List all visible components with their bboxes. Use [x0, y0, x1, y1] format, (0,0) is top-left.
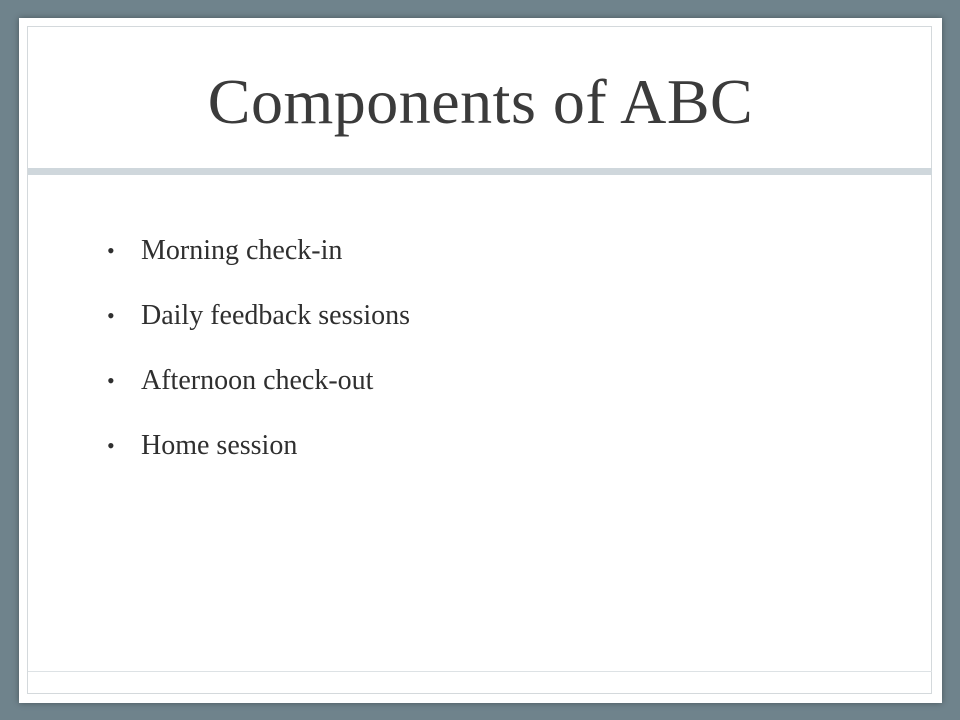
bullet-text: Daily feedback sessions: [141, 300, 411, 331]
slide: [19, 18, 942, 703]
bullet-text: Afternoon check-out: [141, 365, 374, 396]
slide-title: Components of ABC: [207, 66, 754, 137]
bullet-icon: •: [107, 368, 115, 393]
bullet-text: Home session: [141, 430, 298, 461]
list-item: [103, 297, 410, 335]
bullet-icon: •: [107, 433, 115, 458]
bullet-icon: •: [107, 303, 115, 328]
bullet-text: Morning check-in: [141, 235, 343, 266]
list-item: [103, 427, 410, 465]
footer-divider: [28, 671, 932, 672]
title-divider: [28, 168, 932, 175]
list-item: [103, 362, 410, 400]
bullet-icon: •: [107, 238, 115, 263]
bullet-list: [103, 232, 410, 492]
list-item: [103, 232, 410, 270]
